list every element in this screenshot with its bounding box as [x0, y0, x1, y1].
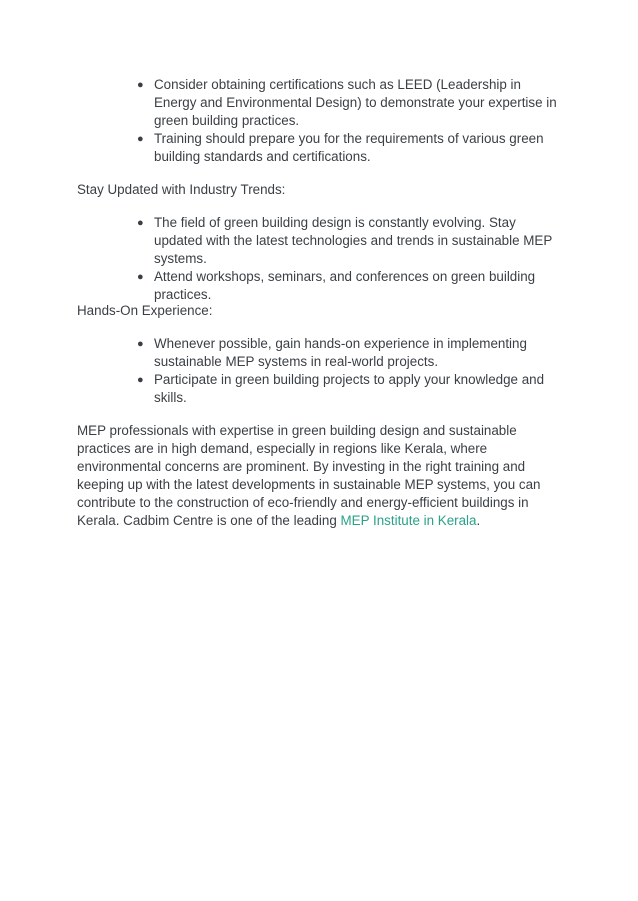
certifications-bullet-list	[137, 76, 557, 166]
list-item	[137, 268, 557, 304]
mep-institute-link[interactable]: MEP Institute in Kerala	[340, 513, 477, 528]
list-item-text: Attend workshops, seminars, and conferences on green building practices.	[154, 269, 536, 302]
list-item	[137, 335, 557, 371]
list-item	[137, 371, 557, 407]
list-item-text: Consider obtaining certifications such as LEED (Leadership in Energy and Environmental Design) to demonstrate your expertise in green building practices.	[154, 77, 557, 128]
list-item	[137, 76, 557, 130]
list-item-text: Whenever possible, gain hands-on experience in implementing sustainable MEP systems in real-world projects.	[154, 336, 527, 369]
list-item-text: The field of green building design is constantly evolving. Stay updated with the latest technologies and trends in sustainable MEP systems.	[154, 215, 553, 266]
list-item-text: Training should prepare you for the requirements of various green building standards and certifications.	[154, 131, 544, 164]
list-item-text: Participate in green building projects to apply your knowledge and skills.	[154, 372, 545, 405]
bullet-icon: ●	[137, 217, 144, 229]
section-heading-handson: Hands-On Experience:	[77, 303, 213, 318]
bullet-icon: ●	[137, 79, 144, 91]
handson-bullet-list	[137, 335, 557, 407]
bullet-icon: ●	[137, 338, 144, 350]
conclusion-paragraph	[77, 422, 567, 530]
trends-bullet-list	[137, 214, 557, 304]
conclusion-text: MEP professionals with expertise in green building design and sustainable practices are in high demand, especially in regions like Kerala, where environmental concerns are prominent. By investing in the right training and keeping up with the latest developments in sustainable MEP systems, you can contribute to the construction of eco-friendly and energy-efficient buildings in Kerala. Cadbim Centre is one of the leading	[77, 423, 541, 528]
section-heading-trends: Stay Updated with Industry Trends:	[77, 182, 286, 197]
bullet-icon: ●	[137, 271, 144, 283]
bullet-icon: ●	[137, 133, 144, 145]
conclusion-trailing: .	[476, 513, 481, 528]
list-item	[137, 214, 557, 268]
bullet-icon: ●	[137, 374, 144, 386]
list-item	[137, 130, 557, 166]
